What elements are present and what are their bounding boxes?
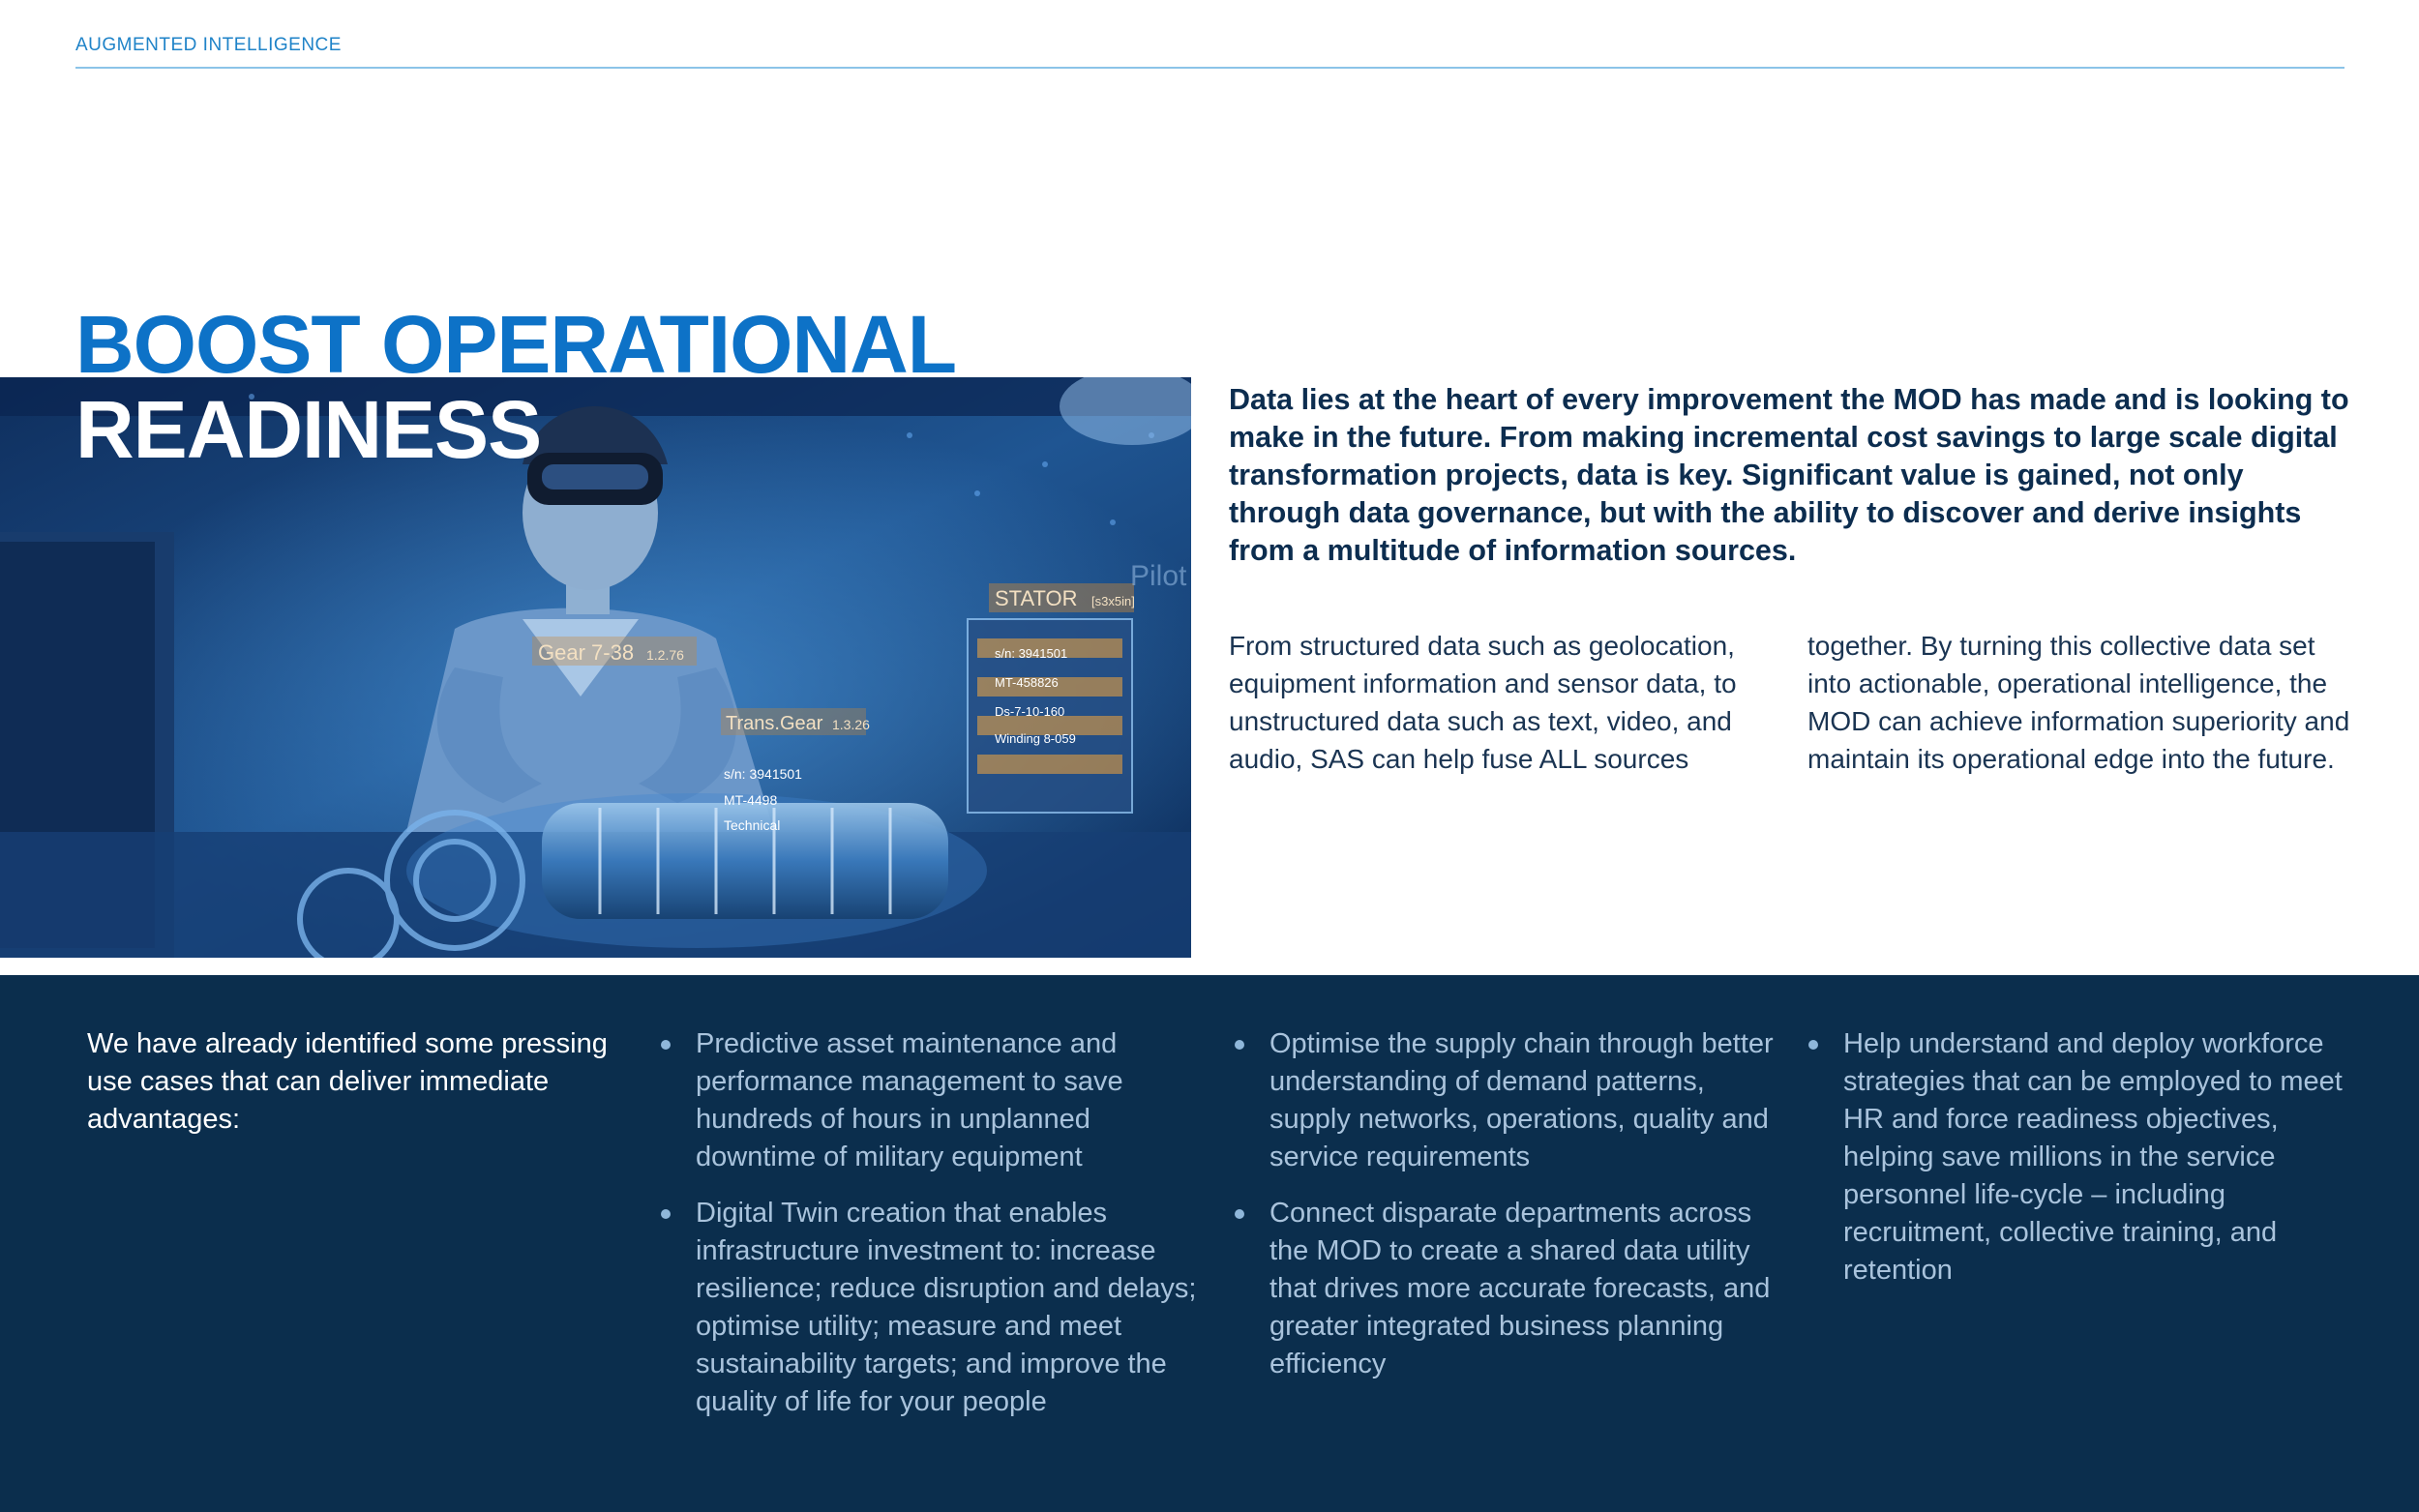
title-line-1: BOOST OPERATIONAL [75, 299, 957, 390]
header-divider [75, 67, 2344, 69]
hud-gear-code: 1.2.76 [646, 647, 684, 663]
bullet-icon [1235, 1040, 1244, 1050]
list-item: Connect disparate departments across the MOD to create a shared data utility that drives more accurate forecasts, and greater integrated business planning efficiency [1235, 1195, 1777, 1383]
hud-sn-1: s/n: 3941501 [995, 646, 1068, 661]
hud-stator-label: STATOR [995, 586, 1078, 610]
list-item: Help understand and deploy workforce strategies that can be employed to meet HR and force readiness objectives, helping save millions in the service personnel life-cycle – including recruitment, collective training, and retention [1808, 1025, 2350, 1290]
hud-mt: MT-458826 [995, 675, 1059, 690]
hud-stator-code: [s3x5in] [1091, 594, 1135, 608]
lead-paragraph: Data lies at the heart of every improvement the MOD has made and is looking to make in the future. From making incremental cost savings to large scale digital transformation projects, data is key. Significant value is gained, not only through data governance, but with the ability to discover and derive insights from a multitude of information sources. [1229, 383, 2349, 567]
hud-trans-gear-code: 1.3.26 [832, 717, 870, 732]
list-item: Optimise the supply chain through better understanding of demand patterns, supply networks, operations, quality and service requirements [1235, 1025, 1777, 1176]
use-case-column-2 [1235, 1025, 1777, 1402]
hud-mt-2: MT-4498 [724, 792, 778, 808]
bullet-icon [661, 1209, 671, 1219]
hud-side-label: Pilot [1130, 560, 1187, 592]
page-title [75, 299, 957, 475]
use-case-column-1 [661, 1025, 1203, 1439]
section-label: AUGMENTED INTELLIGENCE [75, 35, 342, 55]
hud-winding: Winding 8-059 [995, 731, 1076, 746]
hud-trans-gear-label: Trans.Gear [726, 713, 823, 734]
hud-sn-2: s/n: 3941501 [724, 766, 802, 782]
hud-gear-label: Gear 7-38 [538, 640, 635, 665]
title-line-2: READINESS [75, 384, 542, 475]
list-item: Predictive asset maintenance and performance management to save hundreds of hours in unplanned downtime of military equipment [661, 1025, 1203, 1176]
list-item: Digital Twin creation that enables infrastructure investment to: increase resilience; reduce disruption and delays; optimise utility; measure and meet sustainability targets; and improve the quality of life for your people [661, 1195, 1203, 1421]
bullet-icon [1235, 1209, 1244, 1219]
use-cases-intro: We have already identified some pressing use cases that can deliver immediate advantages: [87, 1028, 608, 1135]
hud-ds: Ds-7-10-160 [995, 704, 1065, 719]
hud-technical: Technical [724, 817, 781, 833]
bullet-icon [661, 1040, 671, 1050]
body-paragraph: From structured data such as geolocation, equipment information and sensor data, to unstructured data such as text, video, and audio, SAS can help fuse ALL sources together. By turning this collective data set into actionable, operational intelligence, the MOD can achieve information superiority and maintain its operational edge into the future. [1229, 631, 2350, 774]
bullet-icon [1808, 1040, 1818, 1050]
use-case-column-3 [1808, 1025, 2350, 1308]
